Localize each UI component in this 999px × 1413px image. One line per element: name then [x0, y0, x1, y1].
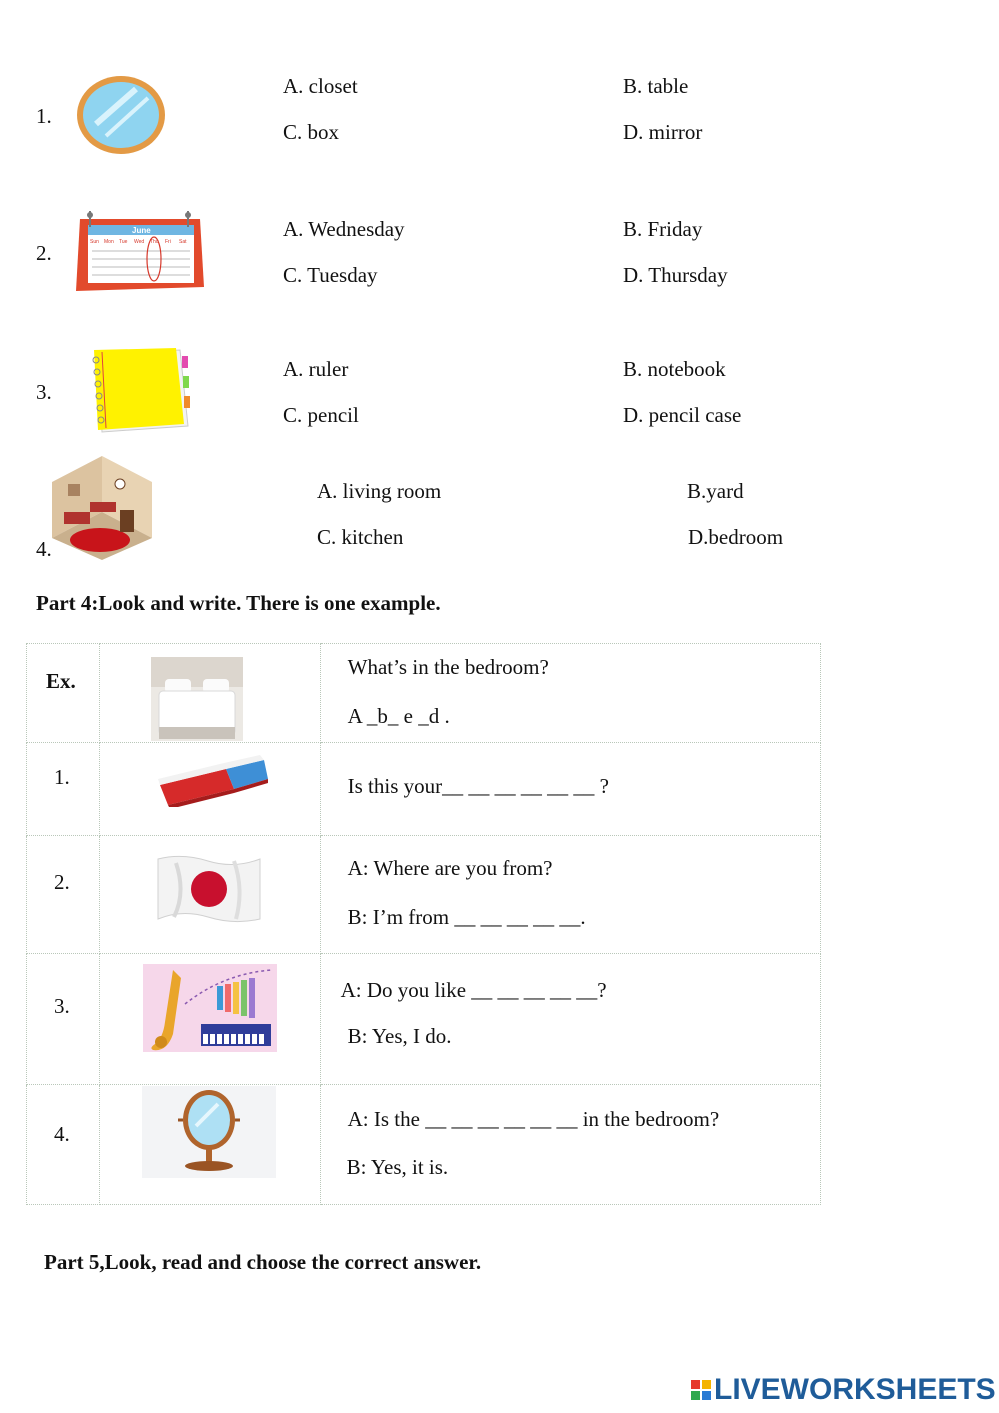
- q3-option-c[interactable]: C. pencil: [283, 403, 359, 427]
- calendar-day-thu: Thu: [150, 239, 159, 245]
- row-text-cell: [320, 644, 820, 743]
- eraser-image: [156, 751, 270, 807]
- q2-option-d[interactable]: D. Thursday: [623, 263, 728, 287]
- row-label-cell: [27, 1085, 100, 1205]
- row-text-cell: [320, 836, 820, 954]
- row-4-question[interactable]: A: Is the __ __ __ __ __ __ in the bedroom?: [347, 1107, 720, 1131]
- q1-option-d[interactable]: D. mirror: [623, 120, 703, 144]
- row-4-label: 4.: [54, 1122, 70, 1146]
- q4-option-a[interactable]: A. living room: [317, 479, 442, 503]
- question-3-number: 3.: [36, 380, 52, 404]
- japan-flag-image: [156, 853, 262, 925]
- row-2-answer[interactable]: B: I’m from __ __ __ __ __.: [347, 905, 586, 929]
- calendar-day-sun: Sun: [90, 239, 99, 245]
- row-text-cell: [320, 743, 820, 836]
- row-image-cell: [99, 1085, 320, 1205]
- row-2-label: 2.: [54, 870, 70, 894]
- row-image-cell: [99, 836, 320, 954]
- part4-heading: Part 4:Look and write. There is one example.: [36, 591, 441, 615]
- row-3-label: 3.: [54, 994, 70, 1018]
- row-3-question[interactable]: A: Do you like __ __ __ __ __?: [340, 978, 607, 1002]
- round-mirror-image: [76, 74, 168, 156]
- calendar-day-mon: Mon: [104, 239, 114, 245]
- q4-option-d[interactable]: D.bedroom: [688, 525, 784, 549]
- question-1-number: 1.: [36, 104, 52, 128]
- table-row: [27, 954, 821, 1085]
- row-image-cell: [99, 644, 320, 743]
- q3-option-a[interactable]: A. ruler: [283, 357, 349, 381]
- standing-mirror-image: [142, 1086, 276, 1178]
- table-row: [27, 1085, 821, 1205]
- example-label: Ex.: [46, 669, 76, 693]
- music-instruments-image: [143, 964, 277, 1052]
- question-4-number: 4.: [36, 537, 52, 561]
- row-label-cell: [27, 954, 100, 1085]
- q1-option-a[interactable]: A. closet: [283, 74, 358, 98]
- bedroom-image: [50, 454, 154, 562]
- q3-option-b[interactable]: B. notebook: [623, 357, 726, 381]
- q2-option-b[interactable]: B. Friday: [623, 217, 703, 241]
- liveworksheets-logo: [690, 1373, 996, 1407]
- row-1-question[interactable]: Is this your__ __ __ __ __ __ ?: [347, 774, 609, 798]
- row-label-cell: [27, 743, 100, 836]
- row-text-cell: [320, 954, 820, 1085]
- liveworksheets-logo-icon: [690, 1379, 712, 1401]
- q4-option-b[interactable]: B.yard: [687, 479, 744, 503]
- table-row: [27, 743, 821, 836]
- row-text-cell: [320, 1085, 820, 1205]
- q2-option-a[interactable]: A. Wednesday: [283, 217, 405, 241]
- row-image-cell: [99, 954, 320, 1085]
- row-4-answer: B: Yes, it is.: [346, 1155, 449, 1179]
- row-label-cell: [27, 836, 100, 954]
- yellow-notebook-image: [88, 346, 196, 436]
- calendar-day-fri: Fri: [165, 239, 171, 245]
- part4-table: [26, 643, 821, 1205]
- q3-option-d[interactable]: D. pencil case: [623, 403, 742, 427]
- table-row-example: [27, 644, 821, 743]
- row-1-label: 1.: [54, 765, 70, 789]
- calendar-day-sat: Sat: [179, 239, 187, 245]
- q1-option-b[interactable]: B. table: [623, 74, 689, 98]
- liveworksheets-logo-text: LIVEWORKSHEETS: [714, 1373, 996, 1406]
- row-3-answer: B: Yes, I do.: [347, 1024, 452, 1048]
- example-answer: A _b_ e _d .: [347, 704, 450, 728]
- example-question: What’s in the bedroom?: [347, 655, 549, 679]
- question-2-number: 2.: [36, 241, 52, 265]
- row-label-cell: [27, 644, 100, 743]
- calendar-day-wed: Wed: [134, 239, 145, 245]
- row-image-cell: [99, 743, 320, 836]
- row-2-question: A: Where are you from?: [347, 856, 553, 880]
- q1-option-c[interactable]: C. box: [283, 120, 340, 144]
- calendar-day-tue: Tue: [119, 239, 128, 245]
- bed-image: [151, 657, 243, 741]
- table-row: [27, 836, 821, 954]
- calendar-month: June: [132, 226, 151, 235]
- q4-option-c[interactable]: C. kitchen: [317, 525, 404, 549]
- q2-option-c[interactable]: C. Tuesday: [283, 263, 378, 287]
- calendar-image: [74, 207, 206, 295]
- part5-heading: Part 5,Look, read and choose the correct answer.: [44, 1250, 482, 1274]
